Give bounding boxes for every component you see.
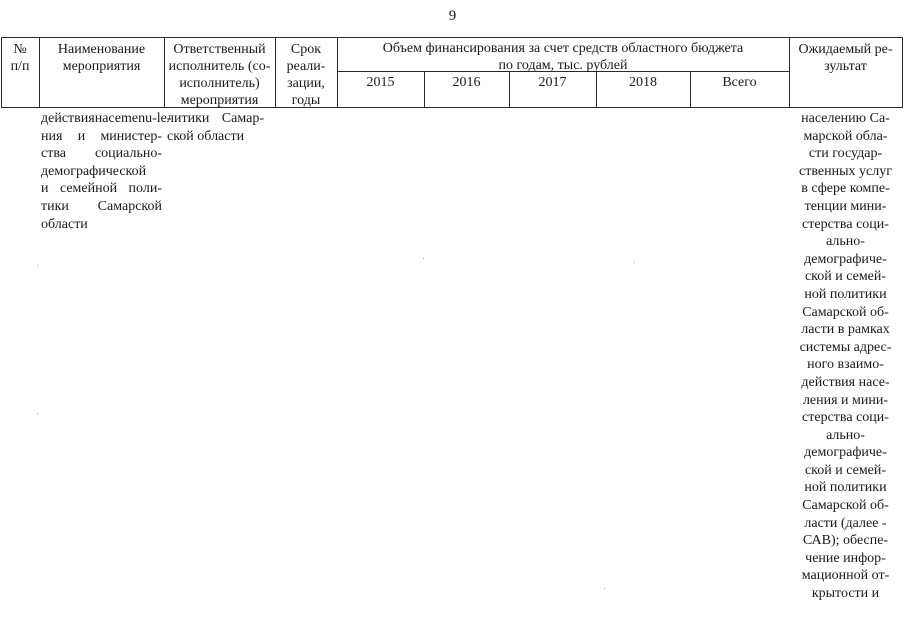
header-num-line: №: [13, 42, 27, 57]
header-term-line: зации,: [287, 76, 325, 91]
header-bottom-border: [1, 107, 903, 108]
cell-text-line: ласти (далее -: [804, 515, 887, 531]
cell-text-line: системы адрес-: [799, 339, 892, 355]
cell-text-line: ной политики: [804, 480, 887, 496]
cell-word: Самарской: [97, 198, 162, 214]
cell-text-line: Самарской об-: [802, 304, 889, 320]
cell-text-line: населению Са-: [801, 111, 890, 126]
cell-word: и: [41, 181, 49, 197]
cell-text-line: ской области: [167, 128, 245, 144]
header-term: [275, 41, 337, 109]
cell-word: семейной: [59, 181, 118, 197]
cell-word: тики: [41, 198, 69, 214]
header-year-2018: 2018: [629, 75, 657, 90]
header-result-line: Ожидаемый ре-: [798, 42, 893, 57]
cell-text-line: ально-: [826, 234, 865, 250]
cell-text-line: [41, 145, 162, 163]
cell-word: Самар-: [221, 111, 264, 126]
header-responsible-line: исполнитель (со-: [168, 59, 271, 74]
cell-text-line: чение инфор-: [805, 550, 886, 566]
cell-text-line: ласти в рамках: [801, 322, 890, 338]
header-responsible: [164, 41, 275, 109]
cell-text-line: демографической: [41, 163, 147, 179]
cell-word: литики: [167, 111, 210, 126]
scan-speck: [604, 588, 605, 589]
cell-text-line: марской обла-: [803, 128, 888, 144]
page-number: 9: [448, 8, 457, 24]
row-result-cell: [789, 110, 902, 603]
cell-text-line: крытости и: [811, 586, 880, 602]
header-year-2017: 2017: [538, 75, 567, 90]
cell-text-line: ного взаимо-: [807, 357, 884, 373]
cell-text-line: действия насе-: [801, 374, 890, 390]
cell-word: действия: [41, 111, 95, 126]
cell-text-line: ления и мини-: [802, 392, 889, 408]
scan-speck: [37, 265, 38, 266]
cell-word: министер-: [100, 128, 162, 144]
cell-text-line: сти государ-: [808, 146, 883, 162]
scan-speck: [634, 262, 635, 263]
scan-speck: [37, 413, 38, 414]
cell-text-line: ной политики: [804, 286, 887, 302]
table-right-border: [902, 37, 903, 108]
header-term-line: реали-: [286, 59, 326, 74]
cell-text-line: [41, 110, 172, 128]
header-name: [39, 41, 164, 75]
header-total: Всего: [722, 75, 757, 90]
header-year-2016: 2016: [452, 75, 481, 90]
header-name-line: Наименование: [57, 42, 146, 57]
cell-text-line: [41, 198, 162, 216]
cell-text-line: [41, 128, 162, 146]
cell-text-line: Самарской об-: [802, 498, 889, 514]
header-name-line: мероприятия: [62, 59, 141, 74]
header-result-line: зультат: [824, 59, 867, 74]
row-responsible-cell: [167, 110, 264, 145]
cell-text-line: ской и семей-: [804, 462, 887, 478]
cell-text-line: демографиче-: [804, 251, 887, 267]
row-name-cell: [41, 110, 172, 233]
header-term-line: годы: [291, 93, 321, 108]
cell-text-line: стерства соци-: [802, 410, 889, 426]
cell-text-line: в сфере компе-: [801, 181, 890, 197]
cell-text-line: стерства соци-: [802, 216, 889, 232]
header-responsible-line: мероприятия: [180, 93, 259, 108]
header-year-2015: 2015: [366, 75, 395, 90]
cell-text-line: ской и семей-: [804, 269, 887, 285]
header-num: [1, 41, 39, 75]
cell-text-line: мационной от-: [801, 568, 890, 584]
cell-word: и: [77, 128, 86, 144]
cell-word: ства: [41, 146, 66, 162]
cell-word: поли-: [128, 181, 162, 197]
cell-word: насеmenu-le-: [94, 111, 172, 126]
cell-text-line: САВ); обеспе-: [802, 533, 889, 549]
header-responsible-line: Ответственный: [173, 42, 266, 57]
header-funding-line: по годам, тыс. рублей: [498, 58, 628, 73]
header-funding: [337, 40, 789, 74]
cell-text-line: ально-: [826, 427, 865, 443]
scan-speck: [423, 258, 424, 259]
cell-text-line: [167, 110, 264, 128]
cell-text-line: тенции мини-: [804, 198, 887, 214]
cell-text-line: области: [41, 216, 88, 232]
header-result: [789, 41, 902, 75]
cell-text-line: демографиче-: [804, 445, 887, 461]
cell-word: ния: [41, 128, 63, 144]
header-term-line: Срок: [290, 42, 322, 57]
cell-text-line: [41, 180, 162, 198]
table-top-border: [1, 37, 903, 38]
header-num-line: п/п: [10, 59, 30, 74]
header-funding-line: Объем финансирования за счет средств областного бюджета: [382, 41, 744, 56]
header-responsible-line: исполнитель): [179, 76, 260, 91]
cell-word: социально-: [94, 146, 162, 162]
cell-text-line: ственных услуг: [799, 163, 892, 179]
